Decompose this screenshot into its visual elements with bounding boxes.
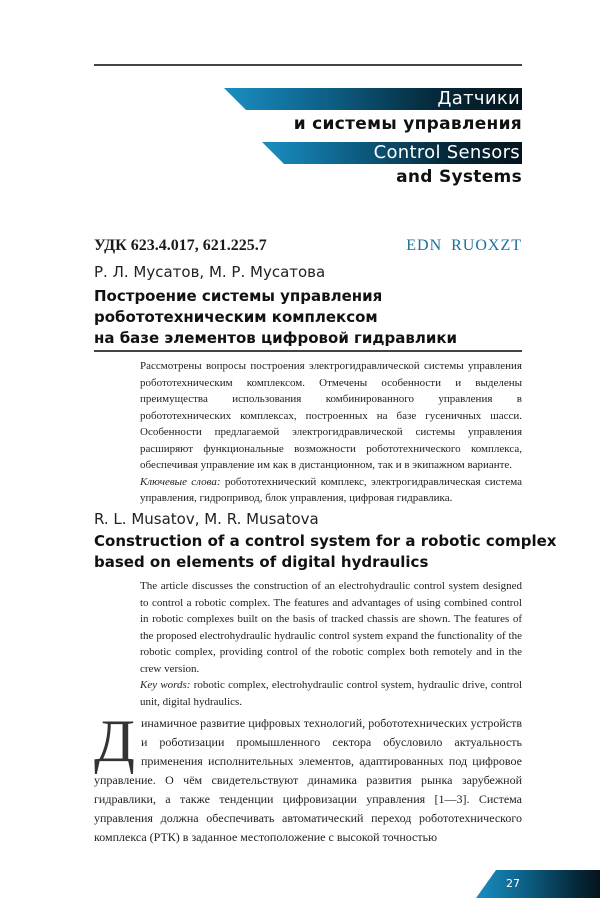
authors-en: R. L. Musatov, M. R. Musatova: [94, 510, 319, 528]
section-banner-ru: [224, 88, 522, 110]
section-title-en: Control Sensors: [373, 142, 520, 163]
title-rule: [94, 350, 522, 352]
abstract-ru-text: Рассмотрены вопросы построения электрогидравлической системы управления робототехническим комплексом. Отмечены особенности и выделены преимущества использования комбинированного управления в робототехнических комплексах, построенных на базе гусеничных шасси. Особенности предлагаемой электрогидравлической системы управления расширяют функциональные возможности робототехнического комплекса, обеспечивая управление им как в дистанционном, так и в экипажном варианте.: [140, 360, 522, 471]
title-ru-line: Построение системы управления: [94, 287, 383, 305]
title-en-line: based on elements of digital hydraulics: [94, 553, 429, 571]
title-en-line: Construction of a control system for a robotic complex: [94, 532, 557, 550]
udk-code: УДК 623.4.017, 621.225.7: [94, 237, 267, 254]
title-ru-line: на базе элементов цифровой гидравлики: [94, 329, 458, 347]
section-title-ru: Датчики: [437, 88, 520, 109]
keywords-en: robotic complex, electrohydraulic control system, hydraulic drive, control unit, digital hydraulics.: [140, 679, 522, 708]
edn-code: EDN RUOXZT: [406, 237, 522, 254]
keywords-en-label: Key words:: [140, 679, 191, 691]
section-subtitle-ru: и системы управления: [293, 114, 522, 134]
abstract-en: [140, 578, 522, 710]
keywords-ru-label: Ключевые слова:: [140, 475, 221, 488]
abstract-ru: [140, 358, 522, 507]
section-subtitle-en: and Systems: [396, 167, 522, 187]
authors-ru: Р. Л. Мусатов, М. Р. Мусатова: [94, 263, 326, 281]
section-banner-en: [262, 142, 522, 164]
page-number-box: [476, 870, 600, 898]
body-paragraph: инамичное развитие цифровых технологий, робототехнических устройств и роботизации промышленного сектора обусловило актуальность применения исполнительных элементов, адаптированных под цифровое управление. О чём свидетельствуют динамика развития рынка зарубежной гидравлики, а также тенденции цифровизации управления [1—3]. Система управления должна обеспечивать автоматический переход робототехнического комплекса (РТК) в заданное местоположение с высокой точностью: [94, 716, 522, 844]
article-title-en: [94, 531, 557, 573]
body-text: [94, 708, 522, 847]
abstract-en-text: The article discusses the construction of an electrohydraulic control system designed to control a robotic complex. The features and advantages of using combined control in robotic complexes built on the basis of tracked chassis are shown. The features of the proposed electrohydraulic hydraulic control system expand the functionality of the robotic complex, providing control of the robotic complex both remotely and in the crew version.: [140, 580, 522, 675]
keywords-ru: робототехнический комплекс, электрогидравлическая система управления, гидропривод, блок управления, цифровая гидравлика.: [140, 475, 523, 504]
top-rule: [94, 64, 522, 66]
page-number: 27: [506, 877, 520, 890]
article-title-ru: [94, 286, 534, 349]
drop-cap: Д: [94, 708, 135, 774]
title-ru-line: робототехническим комплексом: [94, 308, 378, 326]
